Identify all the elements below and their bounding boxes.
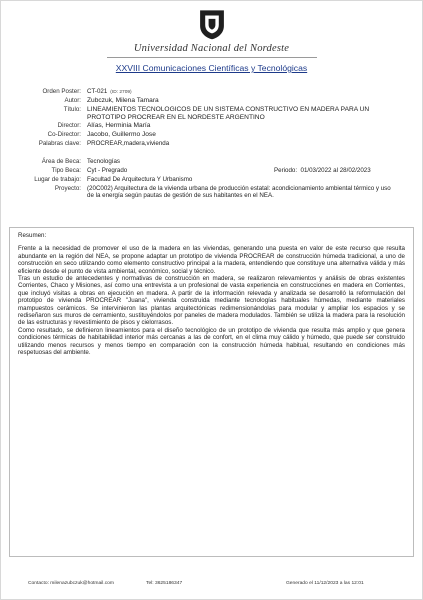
footer-generado: Generado el 11/12/2023 a las 12:01: [286, 581, 364, 586]
footer-tel: Tel: 3625186347: [146, 581, 183, 586]
lugar-label: Lugar de trabajo:: [34, 175, 81, 183]
director-value: Alías, Herminia María: [87, 121, 151, 129]
metadata-block: [1, 88, 423, 200]
orden-value: CT-021: [87, 88, 108, 95]
proyecto-row: [1, 185, 423, 201]
header-divider: [107, 57, 317, 58]
titulo-label: Título:: [63, 106, 81, 113]
palabras-label: Palabras clave:: [38, 139, 81, 147]
lugar-value: Facultad De Arquitectura Y Urbanismo: [87, 175, 193, 183]
periodo-label: Periodo:: [274, 166, 298, 174]
conference-title: XXVIII Comunicaciones Científicas y Tecnológicas: [115, 63, 308, 73]
area-label: Área de Beca:: [41, 157, 81, 165]
area-row: [1, 158, 423, 167]
resumen-title: Resumen:: [18, 232, 47, 239]
autor-label: Autor:: [64, 97, 81, 104]
palabras-row: [1, 140, 423, 149]
orden-label: Orden Poster:: [42, 88, 81, 95]
university-logo-icon: [195, 7, 229, 41]
university-name: Universidad Nacional del Nordeste: [133, 43, 290, 54]
resumen-paragraph: Como resultado, se definieron lineamientos para el diseño tecnológico de un prototipo de vivienda que resulta más amplio y que genera condiciones térmicas de habitabilidad interior más cercanas a las de confort, en el clima muy cálido y húmedo, que puede ser construido utilizando menos recursos y menos tiempo en comparación con la construcción húmeda habitual, resultando en condiciones más respetuosas del ambiente.: [18, 326, 405, 357]
director-label: Director:: [57, 121, 81, 129]
resumen-box: [9, 227, 414, 557]
resumen-paragraph: Tras un estudio de antecedentes y normativas de construcción en madera, se realizaron relevamientos y análisis de obras existentes Corrientes, Chaco y Misiones, así como una entrevista a un profesional de vasta experiencia en construcciones en madera en Corrientes, que incluyó visitas a obras en ejecución en madera. A partir de la información relevada y analizada se desarrolló la reformulación del prototipo de vivienda PROCREAR "Juana", vivienda construida mediante tecnologías habituales húmedas, mediante materiales mampuestos cerámicos. Se intervinieron las plantas arquitectónicas redimensionándolas para modular y ampliar los espacios y se rediseñaron sus muros de cerramiento, sustituyéndolos por paneles de madera modulados. También se utiliza la madera para la resolución de las estructuras y revestimiento de pisos y cielorrasos.: [18, 275, 405, 327]
autor-value: Zubczuk, Milena Tamara: [87, 97, 159, 104]
resumen-paragraph: Frente a la necesidad de promover el uso de la madera en las viviendas, generando una puesta en valor de este recurso que resulta abundante en la región del NEA, se propone adaptar un prototipo de vivienda PROCREAR de construcción húmeda tradicional, a uno de construcción en seco utilizando como elemento constructivo principal a la madera, entendiendo que constituye una alternativa válida y más eficiente desde el punto de vista ambiental, económico, social y técnico.: [18, 245, 405, 275]
autor-row: [1, 97, 423, 106]
proyecto-value: (20C002) Arquitectura de la vivienda urbana de producción estatal: acondicionamiento ambiental térmico y uso de la energía según pautas de gestión de sus habitantes en el NEA.: [87, 184, 391, 200]
footer-contacto: Contacto: milenazubczuk@hotmail.com: [28, 581, 114, 586]
periodo-value: 01/03/2022 al 28/02/2023: [300, 166, 371, 174]
tipo-label: Tipo Beca:: [51, 166, 81, 174]
titulo-value: LINEAMIENTOS TECNOLOGICOS DE UN SISTEMA CONSTRUCTIVO EN MADERA PARA UN PROTOTIPO PROCREAR EN EL NORDESTE ARGENTINO: [87, 106, 370, 121]
palabras-value: PROCREAR,madera,vivienda: [87, 139, 170, 147]
lugar-row: [1, 176, 423, 185]
area-value: Tecnologías: [87, 157, 121, 165]
tipo-row: [1, 167, 423, 176]
resumen-text: [18, 245, 405, 356]
header: [1, 1, 422, 73]
codirector-label: Co-Director:: [47, 130, 81, 138]
titulo-row: [1, 106, 423, 122]
director-row: [1, 122, 423, 131]
orden-id: (ID: 2709): [110, 90, 132, 95]
periodo: [274, 167, 371, 174]
tipo-value: Cyt - Pregrado: [87, 166, 128, 174]
orden-row: [1, 88, 423, 97]
codirector-row: [1, 131, 423, 140]
proyecto-label: Proyecto:: [54, 184, 81, 192]
codirector-value: Jacobo, Guillermo Jose: [87, 130, 156, 138]
